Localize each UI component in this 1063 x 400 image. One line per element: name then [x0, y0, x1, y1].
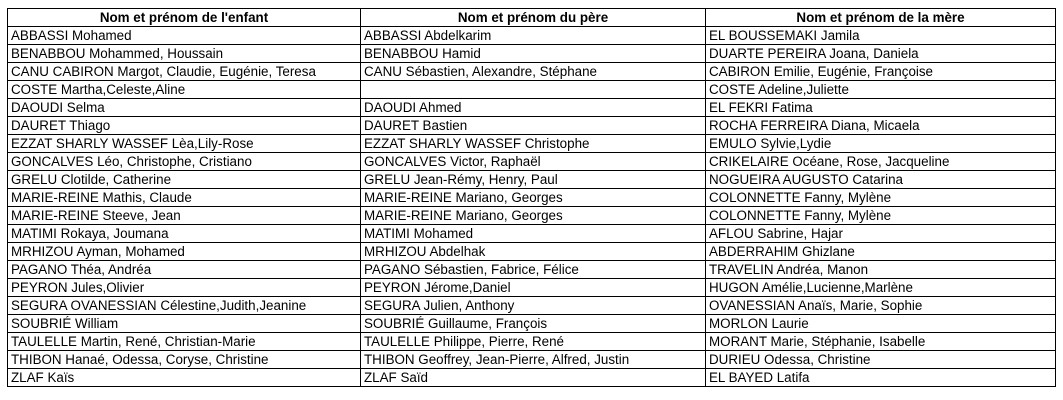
table-row	[8, 207, 1056, 225]
table-row	[8, 171, 1056, 189]
table-row	[8, 279, 1056, 297]
table-row	[8, 297, 1056, 315]
father-name-cell: BENABBOU Hamid	[361, 45, 706, 63]
table-row	[8, 369, 1056, 387]
mother-name-cell: CABIRON Emilie, Eugénie, Françoise	[706, 63, 1056, 81]
header-mother-name: Nom et prénom de la mère	[706, 9, 1056, 27]
father-name-cell: PAGANO Sébastien, Fabrice, Félice	[361, 261, 706, 279]
child-name-cell: MARIE-REINE Mathis, Claude	[8, 189, 361, 207]
table-row	[8, 99, 1056, 117]
father-name-cell: THIBON Geoffrey, Jean-Pierre, Alfred, Justin	[361, 351, 706, 369]
table-row	[8, 315, 1056, 333]
table-row	[8, 27, 1056, 45]
child-name-cell: SEGURA OVANESSIAN Célestine,Judith,Jeanine	[8, 297, 361, 315]
mother-name-cell: HUGON Amélie,Lucienne,Marlène	[706, 279, 1056, 297]
table-row	[8, 351, 1056, 369]
father-name-cell: SEGURA Julien, Anthony	[361, 297, 706, 315]
table-row	[8, 153, 1056, 171]
parents-registry-table	[7, 8, 1056, 387]
father-name-cell: PEYRON Jérome,Daniel	[361, 279, 706, 297]
child-name-cell: ZLAF Kaïs	[8, 369, 361, 387]
child-name-cell: PEYRON Jules,Olivier	[8, 279, 361, 297]
table-row	[8, 189, 1056, 207]
header-row	[8, 9, 1056, 27]
father-name-cell: GONCALVES Victor, Raphaël	[361, 153, 706, 171]
mother-name-cell: CRIKELAIRE Océane, Rose, Jacqueline	[706, 153, 1056, 171]
mother-name-cell: TRAVELIN Andréa, Manon	[706, 261, 1056, 279]
child-name-cell: SOUBRIÉ William	[8, 315, 361, 333]
mother-name-cell: NOGUEIRA AUGUSTO Catarina	[706, 171, 1056, 189]
father-name-cell: DAOUDI Ahmed	[361, 99, 706, 117]
child-name-cell: BENABBOU Mohammed, Houssain	[8, 45, 361, 63]
mother-name-cell: MORLON Laurie	[706, 315, 1056, 333]
mother-name-cell: EMULO Sylvie,Lydie	[706, 135, 1056, 153]
father-name-cell: GRELU Jean-Rémy, Henry, Paul	[361, 171, 706, 189]
table-row	[8, 333, 1056, 351]
child-name-cell: CANU CABIRON Margot, Claudie, Eugénie, Teresa	[8, 63, 361, 81]
father-name-cell: TAULELLE Philippe, Pierre, René	[361, 333, 706, 351]
table-row	[8, 261, 1056, 279]
mother-name-cell: ABDERRAHIM Ghizlane	[706, 243, 1056, 261]
child-name-cell: ABBASSI Mohamed	[8, 27, 361, 45]
father-name-cell: MARIE-REINE Mariano, Georges	[361, 207, 706, 225]
mother-name-cell: MORANT Marie, Stéphanie, Isabelle	[706, 333, 1056, 351]
child-name-cell: DAURET Thiago	[8, 117, 361, 135]
father-name-cell: ABBASSI Abdelkarim	[361, 27, 706, 45]
child-name-cell: PAGANO Théa, Andréa	[8, 261, 361, 279]
child-name-cell: GONCALVES Léo, Christophe, Cristiano	[8, 153, 361, 171]
table-row	[8, 63, 1056, 81]
child-name-cell: THIBON Hanaé, Odessa, Coryse, Christine	[8, 351, 361, 369]
child-name-cell: MRHIZOU Ayman, Mohamed	[8, 243, 361, 261]
father-name-cell: CANU Sébastien, Alexandre, Stéphane	[361, 63, 706, 81]
table-row	[8, 225, 1056, 243]
table-row	[8, 117, 1056, 135]
mother-name-cell: ROCHA FERREIRA Diana, Micaela	[706, 117, 1056, 135]
father-name-cell: DAURET Bastien	[361, 117, 706, 135]
header-child-name: Nom et prénom de l'enfant	[8, 9, 361, 27]
child-name-cell: COSTE Martha,Celeste,Aline	[8, 81, 361, 99]
father-name-cell: MARIE-REINE Mariano, Georges	[361, 189, 706, 207]
table-row	[8, 135, 1056, 153]
mother-name-cell: COLONNETTE Fanny, Mylène	[706, 189, 1056, 207]
table-body	[8, 27, 1056, 387]
father-name-cell: ZLAF Saïd	[361, 369, 706, 387]
child-name-cell: MARIE-REINE Steeve, Jean	[8, 207, 361, 225]
child-name-cell: GRELU Clotilde, Catherine	[8, 171, 361, 189]
child-name-cell: MATIMI Rokaya, Joumana	[8, 225, 361, 243]
child-name-cell: TAULELLE Martin, René, Christian-Marie	[8, 333, 361, 351]
table-row	[8, 243, 1056, 261]
mother-name-cell: COLONNETTE Fanny, Mylène	[706, 207, 1056, 225]
mother-name-cell: EL FEKRI Fatima	[706, 99, 1056, 117]
child-name-cell: DAOUDI Selma	[8, 99, 361, 117]
father-name-cell: MRHIZOU Abdelhak	[361, 243, 706, 261]
father-name-cell: MATIMI Mohamed	[361, 225, 706, 243]
mother-name-cell: EL BOUSSEMAKI Jamila	[706, 27, 1056, 45]
table-header	[8, 9, 1056, 27]
header-father-name: Nom et prénom du père	[361, 9, 706, 27]
child-name-cell: EZZAT SHARLY WASSEF Lèa,Lily-Rose	[8, 135, 361, 153]
table-row	[8, 45, 1056, 63]
mother-name-cell: DURIEU Odessa, Christine	[706, 351, 1056, 369]
father-name-cell: EZZAT SHARLY WASSEF Christophe	[361, 135, 706, 153]
mother-name-cell: DUARTE PEREIRA Joana, Daniela	[706, 45, 1056, 63]
mother-name-cell: EL BAYED Latifa	[706, 369, 1056, 387]
mother-name-cell: AFLOU Sabrine, Hajar	[706, 225, 1056, 243]
mother-name-cell: OVANESSIAN Anaïs, Marie, Sophie	[706, 297, 1056, 315]
father-name-cell	[361, 81, 706, 99]
table-row	[8, 81, 1056, 99]
father-name-cell: SOUBRIÉ Guillaume, François	[361, 315, 706, 333]
mother-name-cell: COSTE Adeline,Juliette	[706, 81, 1056, 99]
